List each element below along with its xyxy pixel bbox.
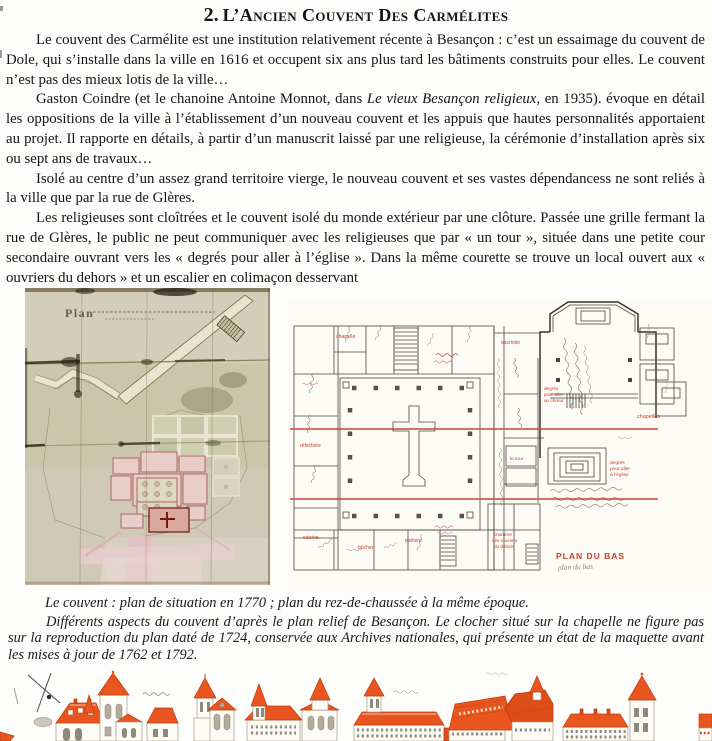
plan-label-ouvriers-1: chambre [494, 532, 512, 537]
plan-label-degres-choeur-3: au chœur [544, 398, 564, 403]
compass-rose-icon [14, 673, 60, 727]
plan-label-bucher: bûcher [358, 545, 374, 551]
building-group-5 [449, 676, 553, 741]
plan-label-refectoire: réfectoire [300, 443, 321, 449]
paragraph-coindre-start: Gaston Coindre (et le chanoine Antoine Monnot, dans [36, 91, 367, 108]
figure-caption-plans: Le couvent : plan de situation en 1770 ; plan du rez-de-chaussée à la même époque. [45, 595, 529, 611]
plan-label-le-tour: le tour [510, 457, 524, 462]
building-group-4 [354, 678, 454, 741]
plan-label-plan-du-bas-cursive: plan du bas [557, 561, 594, 572]
paragraph-coindre [6, 90, 705, 169]
scan-edge-mark [0, 50, 2, 58]
figure-situation-plan [25, 288, 270, 585]
figure-caption-plan-relief: Différents aspects du couvent d’après le plan relief de Besançon. Le clocher situé sur la chapelle ne figure pas sur la reproduction du plan daté de 1724, conservée aux Archives nationales, qui présente un état de la maquette avant les mises à jour de 1762 et 1792. [8, 614, 704, 663]
plan-label-degres-choeur-1: degrés [544, 386, 559, 391]
title-text: L’Ancien Couvent Des Carmélites [222, 5, 509, 25]
page-title [0, 4, 712, 27]
figure-building-elevations [0, 670, 712, 741]
book-title: Le vieux Besançon religieux [366, 91, 537, 108]
plan-label-degres-eglise-3: à l’église [610, 473, 629, 478]
plan-label-degres-eglise-2: pour aller [610, 467, 630, 472]
map-chapel [149, 508, 189, 532]
paragraph-cloture: Les religieuses sont cloîtrées et le couvent isolé du monde extérieur par une clôture. Passée une grille fermant la rue de Glères, le public ne peut communiquer avec les religieuses que par « un tour », située dans une petite cour secondaire ouvrant vers les « degrés pour aller à l’église ». Dans la même courette se trouve un local ouvert aux « ouvriers du dehors » et un escalier en colimaçon desservant [6, 210, 705, 286]
plan-label-ouvriers-3: du dehors [494, 544, 515, 549]
body-text [6, 31, 705, 288]
title-number: 2. [203, 4, 219, 26]
plan-label-plan-du-bas: PLAN DU BAS [556, 551, 626, 561]
building-group-2 [147, 674, 236, 741]
building-sliver-left [0, 732, 14, 741]
plan-label-degres-choeur-2: pour aller [544, 392, 564, 397]
plan-label-degres-eglise-1: degrés [610, 461, 625, 466]
plan-label-cuisine: cuisine [303, 535, 319, 541]
map-oval-mark [34, 718, 52, 727]
paragraph-intro: Le couvent des Carmélite est une institution relativement récente à Besançon : c’est un essaimage du couvent de Dole, qui s’installe dans la ville en 1616 et occupent six ans plus tard les bâtiments construits pour elles. Le couvent n’est pas des mieux lotis de la ville… [6, 32, 705, 88]
plan-label-sacristie: sacristie [501, 340, 521, 346]
building-group-3 [245, 678, 339, 741]
plan-label-parloirs: parloirs [405, 538, 422, 544]
paragraph-coindre-end: , en 1935). évoque en détail les oppositions de la ville à l’établissement d’un nouveau couvent et les appuis que hautes personnalités apportaient au projet. Il rapporte en détails, à partir d’un manuscrit laissé par une religieuse, la cérémonie d’installation après six ou sept ans de travaux… [6, 91, 705, 167]
plan-label-ouvriers-2: des ouvriers [492, 538, 518, 543]
paragraph-territoire: Isolé au centre d’un assez grand territoire vierge, le nouveau couvent et ses vastes dépendancess ne sont reliés à la ville que par la rue de Glères. [6, 170, 705, 207]
handwritten-caption [394, 691, 418, 694]
handwritten-caption [143, 693, 169, 696]
building-group-1 [56, 671, 142, 741]
handwritten-caption [486, 673, 508, 675]
building-sliver-right [699, 714, 712, 741]
plan-label-chapelles: chapelles [637, 414, 660, 420]
figure-ground-floor-plan [288, 298, 712, 592]
plan-label-chapelle: chapelle [336, 334, 356, 340]
map-title-text: Plan [65, 306, 95, 320]
building-group-6 [563, 673, 656, 741]
